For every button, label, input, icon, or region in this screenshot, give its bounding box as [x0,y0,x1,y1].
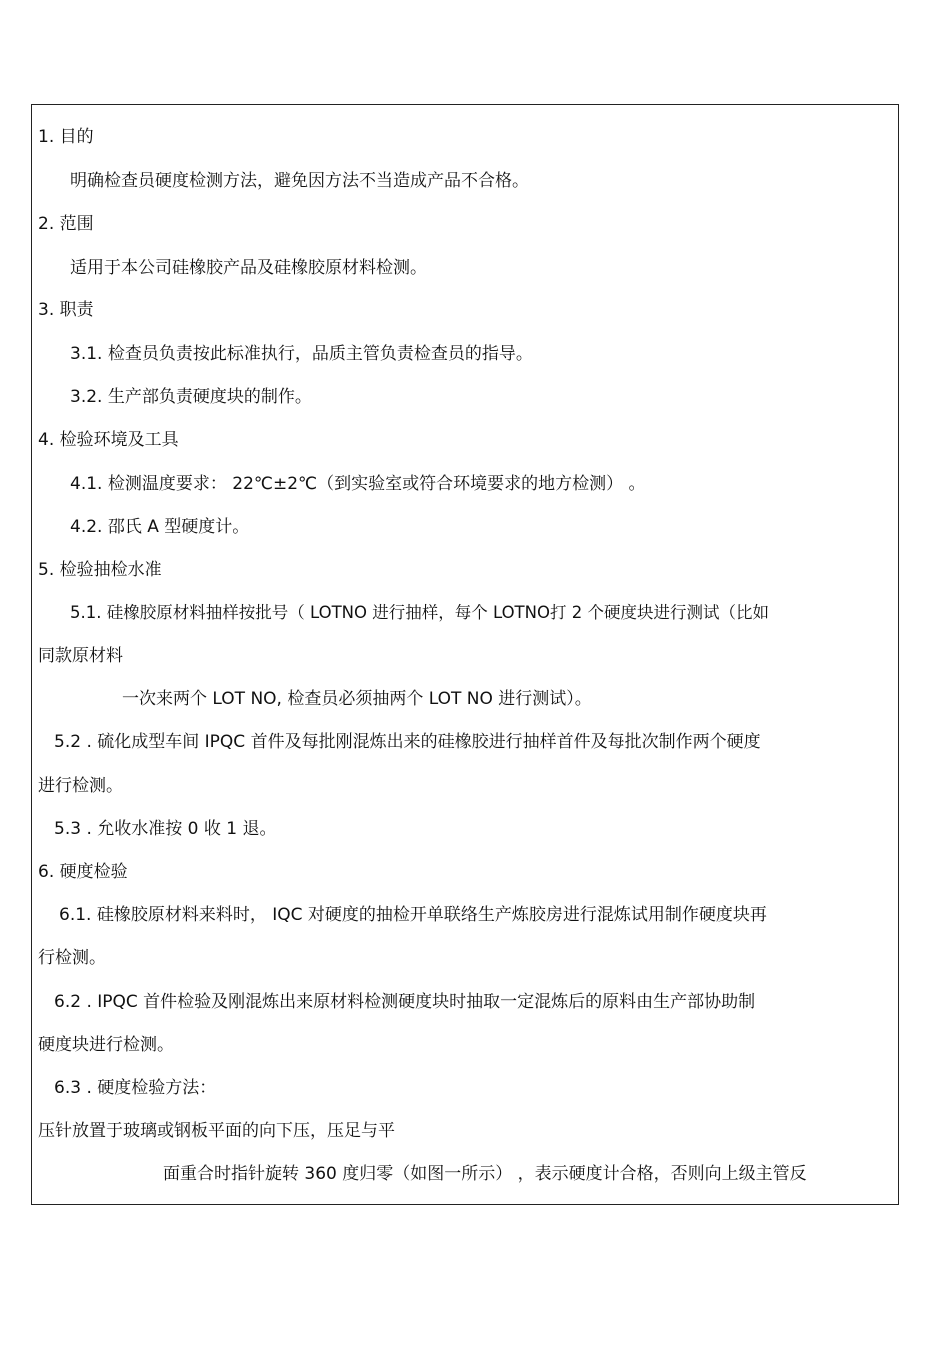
subsection: 4.2. 邵氏 A 型硬度计。 [70,517,250,537]
section-heading: 6. 硬度检验 [38,862,128,882]
paragraph: 面重合时指针旋转 360 度归零（如图一所示） ，表示硬度计合格，否则向上级主管反 [163,1164,807,1184]
subsection: 3.1. 检查员负责按此标准执行，品质主管负责检查员的指导。 [70,344,533,364]
section-heading: 2. 范围 [38,214,94,234]
subsection: 5.1. 硅橡胶原材料抽样按批号（ LOTNO 进行抽样，每个 LOTNO打 2 个硬度块进行测试（比如 [70,603,769,622]
paragraph: 进行检测。 [38,776,123,796]
subsection: 3.2. 生产部负责硬度块的制作。 [70,387,312,407]
section-heading: 5. 检验抽检水准 [38,560,162,580]
subsection: 4.1. 检测温度要求： 22℃±2℃（到实验室或符合环境要求的地方检测） 。 [70,474,646,494]
subsection: 6.2 . IPQC 首件检验及刚混炼出来原材料检测硬度块时抽取一定混炼后的原料由生产部协助制 [54,992,756,1012]
paragraph: 适用于本公司硅橡胶产品及硅橡胶原材料检测。 [70,258,427,278]
paragraph: 明确检查员硬度检测方法，避免因方法不当造成产品不合格。 [70,171,529,191]
section-heading: 3. 职责 [38,300,94,320]
subsection: 5.3 . 允收水准按 0 收 1 退。 [54,819,277,839]
subsection: 6.3 . 硬度检验方法： [54,1078,217,1098]
paragraph: 同款原材料 [38,646,123,666]
paragraph: 压针放置于玻璃或钢板平面的向下压，压足与平 [38,1121,395,1141]
paragraph: 一次来两个 LOT NO, 检查员必须抽两个 LOT NO 进行测试）。 [122,689,592,709]
paragraph: 行检测。 [38,948,106,968]
paragraph: 硬度块进行检测。 [38,1035,174,1055]
section-heading: 1. 目的 [38,127,94,147]
subsection: 6.1. 硅橡胶原材料来料时， IQC 对硬度的抽检开单联络生产炼胶房进行混炼试用制作硬度块再 [59,905,767,925]
section-heading: 4. 检验环境及工具 [38,430,179,450]
subsection: 5.2 . 硫化成型车间 IPQC 首件及每批刚混炼出来的硅橡胶进行抽样首件及每批次制作两个硬度 [54,732,761,752]
